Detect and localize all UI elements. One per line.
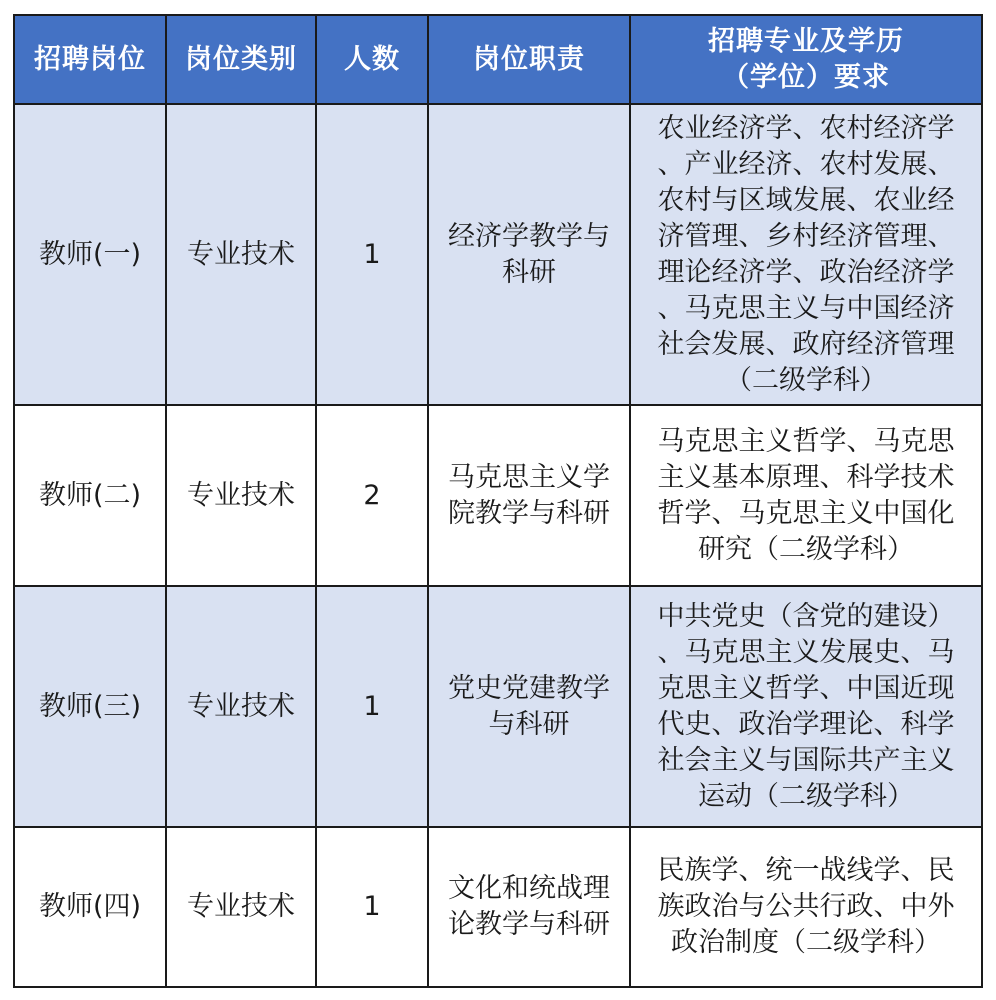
requirement-cell: 农业经济学、农村经济学 、产业经济、农村发展、 农村与区域发展、农业经 济管理、乡村经济管理、 理论经济学、政治经济学 、马克思主义与中国经济 社会发展、政府经济管理 （二级学科） xyxy=(630,104,982,405)
position-cell: 教师(三) xyxy=(14,586,166,827)
table-row xyxy=(14,104,982,405)
category-cell: 专业技术 xyxy=(166,827,316,987)
count-cell: 1 xyxy=(316,586,428,827)
duty-cell: 经济学教学与 科研 xyxy=(428,104,630,405)
requirement-cell: 中共党史（含党的建设） 、马克思主义发展史、马 克思主义哲学、中国近现 代史、政治学理论、科学 社会主义与国际共产主义 运动（二级学科） xyxy=(630,586,982,827)
duty-cell: 文化和统战理 论教学与科研 xyxy=(428,827,630,987)
requirement-cell: 民族学、统一战线学、民 族政治与公共行政、中外 政治制度（二级学科） xyxy=(630,827,982,987)
count-cell: 1 xyxy=(316,827,428,987)
table-row xyxy=(14,827,982,987)
category-cell: 专业技术 xyxy=(166,586,316,827)
requirement-cell: 马克思主义哲学、马克思 主义基本原理、科学技术 哲学、马克思主义中国化 研究（二级学科） xyxy=(630,405,982,586)
count-cell: 2 xyxy=(316,405,428,586)
table-row xyxy=(14,586,982,827)
category-cell: 专业技术 xyxy=(166,104,316,405)
position-cell: 教师(一) xyxy=(14,104,166,405)
count-cell: 1 xyxy=(316,104,428,405)
table-row xyxy=(14,405,982,586)
position-cell: 教师(二) xyxy=(14,405,166,586)
duty-cell: 党史党建教学 与科研 xyxy=(428,586,630,827)
header-category: 岗位类别 xyxy=(166,15,316,104)
header-duty: 岗位职责 xyxy=(428,15,630,104)
header-count: 人数 xyxy=(316,15,428,104)
position-cell: 教师(四) xyxy=(14,827,166,987)
header-row xyxy=(14,15,982,104)
header-requirement: 招聘专业及学历 （学位）要求 xyxy=(630,15,982,104)
header-position: 招聘岗位 xyxy=(14,15,166,104)
duty-cell: 马克思主义学 院教学与科研 xyxy=(428,405,630,586)
recruitment-table xyxy=(13,14,983,988)
category-cell: 专业技术 xyxy=(166,405,316,586)
